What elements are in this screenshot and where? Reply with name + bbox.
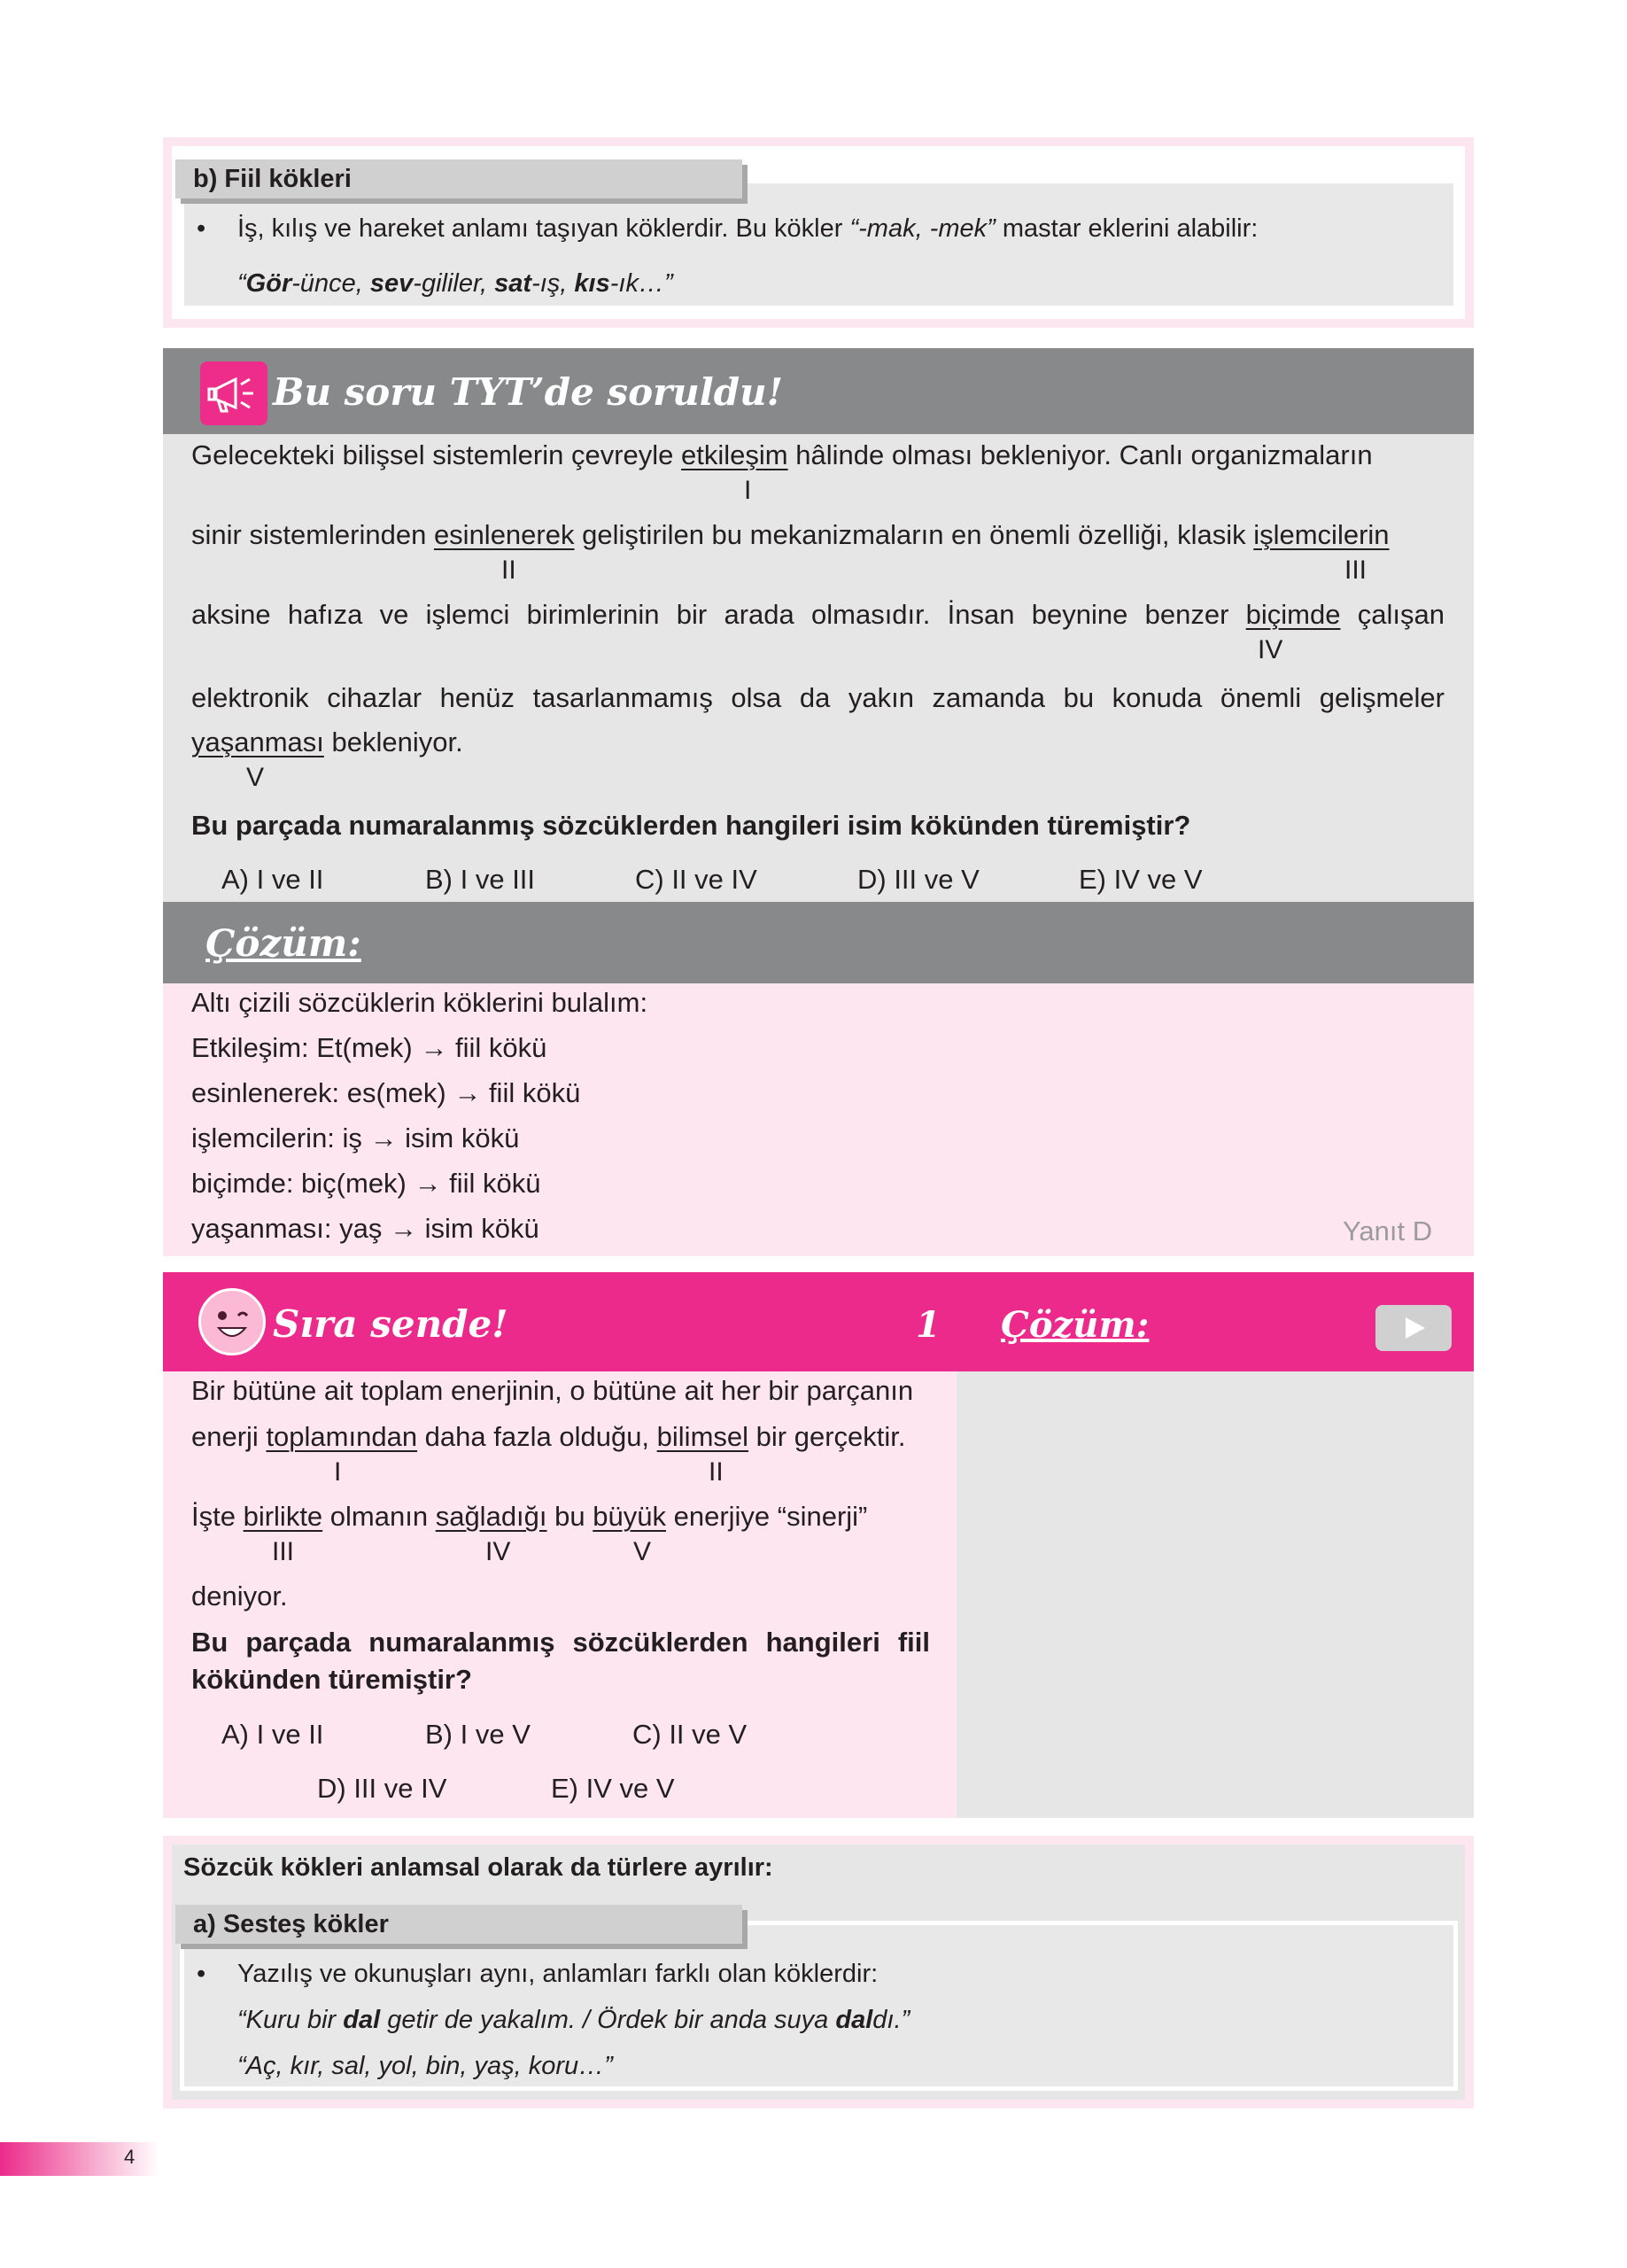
tyt-line-2-text xyxy=(191,517,1390,553)
fiil-ex-5: sat xyxy=(494,269,532,298)
sira-numeral-5: V xyxy=(633,1537,652,1566)
cozum-line-1: Altı çizili sözcüklerin köklerini bulalım: xyxy=(191,987,648,1018)
cozum-line-5: biçimde: biç(mek) → fiil kökü xyxy=(191,1168,541,1199)
fiil-ex-6: -ış, xyxy=(531,269,575,298)
tyt-numeral-5: V xyxy=(246,763,265,792)
tyt-word-yasanmasi: yaşanması xyxy=(191,726,324,757)
tyt-l2-a: sinir sistemlerinden xyxy=(191,519,434,550)
tyt-numeral-4: IV xyxy=(1258,635,1283,664)
sestes-example-1 xyxy=(237,2004,910,2036)
tyt-option-c[interactable]: C) II ve IV xyxy=(635,864,757,895)
tyt-numeral-3: III xyxy=(1344,555,1367,585)
sira-option-e[interactable]: E) IV ve V xyxy=(551,1773,675,1804)
sira-option-b[interactable]: B) I ve V xyxy=(425,1719,531,1750)
fiil-def-em: “-mak, -mek” xyxy=(849,214,996,243)
sestes-ex1-0: “Kuru bir xyxy=(237,2006,344,2034)
sestes-ex1-4: dı.” xyxy=(872,2006,910,2034)
fiil-bullet: • xyxy=(197,214,206,243)
sira-sende-number: 1 xyxy=(916,1304,941,1346)
tyt-question: Bu parçada numaralanmış sözcüklerden hangileri isim kökünden türemiştir? xyxy=(191,810,1191,841)
page-number: 4 xyxy=(124,2146,136,2168)
tyt-l3-b: çalışan xyxy=(1340,599,1445,630)
sira-line-2 xyxy=(191,1419,905,1455)
sira-question-1: Bu parçada numaralanmış sözcüklerden hangileri fiil xyxy=(191,1627,930,1658)
tyt-l1-b: hâlinde olması bekleniyor. Canlı organizmaların xyxy=(787,439,1373,470)
fiil-ex-4: -gililer, xyxy=(413,269,495,298)
tyt-option-d[interactable]: D) III ve V xyxy=(857,864,980,895)
cozum-line-4: işlemcilerin: iş → isim kökü xyxy=(191,1122,520,1153)
sira-l3-c: bu xyxy=(546,1501,593,1532)
sira-cozum-label: Çözüm: xyxy=(1001,1304,1150,1346)
answer-label: Yanıt D xyxy=(1343,1216,1433,1247)
fiil-ex-2: -ünce, xyxy=(291,269,370,298)
sira-numeral-2: II xyxy=(709,1457,724,1487)
tyt-line-2 xyxy=(191,517,1445,553)
sira-numeral-4: IV xyxy=(485,1537,511,1566)
fiil-ex-8: -ık…” xyxy=(609,269,673,298)
sira-word-toplamindan: toplamından xyxy=(266,1421,418,1452)
sira-option-c[interactable]: C) II ve V xyxy=(632,1719,748,1750)
cozum-line-6: yaşanması: yaş → isim kökü xyxy=(191,1213,539,1244)
sira-word-bilimsel: bilimsel xyxy=(656,1421,749,1452)
tyt-l1-a: Gelecekteki bilişsel sistemlerin çevreyle xyxy=(191,439,682,470)
fiil-def-pre: İş, kılış ve hareket anlamı taşıyan köklerdir. Bu kökler xyxy=(237,214,850,243)
fiil-ex-3: sev xyxy=(369,269,414,298)
play-button[interactable] xyxy=(1375,1305,1452,1351)
page-number-bar xyxy=(0,2142,159,2176)
tyt-option-a[interactable]: A) I ve II xyxy=(221,864,324,895)
tyt-title: Bu soru TYT’de soruldu! xyxy=(273,370,784,414)
play-icon xyxy=(1375,1305,1452,1351)
fiil-example xyxy=(237,268,673,299)
sira-line-3 xyxy=(191,1499,867,1534)
sira-sende-title: Sıra sende! xyxy=(273,1302,508,1346)
tyt-l3-a: aksine hafıza ve işlemci birimlerinin bir arada olmasıdır. İnsan beynine benzer xyxy=(191,599,1246,630)
fiil-def-post: mastar eklerini alabilir: xyxy=(995,214,1259,243)
sestes-intro: Sözcük kökleri anlamsal olarak da türlere ayrılır: xyxy=(183,1853,773,1882)
sira-word-buyuk: büyük xyxy=(593,1501,666,1532)
tyt-word-etkilesim: etkileşim xyxy=(681,439,788,470)
sira-l2-c: bir gerçektir. xyxy=(748,1421,906,1452)
sira-question-2: kökünden türemiştir? xyxy=(191,1664,472,1695)
sira-numeral-3: III xyxy=(272,1537,295,1566)
sira-l3-b: olmanın xyxy=(322,1501,436,1532)
tyt-line-1-text xyxy=(191,438,1373,473)
tyt-word-esinlenerek: esinlenerek xyxy=(433,519,575,550)
tyt-line-1 xyxy=(191,438,1445,473)
tyt-line-4: elektronik cihazlar henüz tasarlanmamış olsa da yakın zamanda bu konuda önemli gelişmeler xyxy=(191,682,1445,713)
sestes-ex1-2: getir de yakalım. / Ördek bir anda suya xyxy=(380,2006,836,2034)
fiil-ex-0: “ xyxy=(237,269,246,298)
sira-numeral-1: I xyxy=(334,1457,342,1487)
sestes-ex1-3: dal xyxy=(835,2006,873,2034)
tyt-numeral-1: I xyxy=(744,476,752,505)
fiil-ex-7: kıs xyxy=(574,269,610,298)
smiley-icon xyxy=(198,1288,266,1355)
cozum-line-3: esinlenerek: es(mek) → fiil kökü xyxy=(191,1077,581,1108)
sira-solution-panel[interactable] xyxy=(957,1371,1474,1818)
tyt-option-e[interactable]: E) IV ve V xyxy=(1079,864,1203,895)
sira-option-d[interactable]: D) III ve IV xyxy=(317,1773,447,1804)
tyt-l5-b: bekleniyor. xyxy=(323,726,463,757)
tyt-word-bicimde: biçimde xyxy=(1245,599,1341,630)
tyt-line-5 xyxy=(191,725,463,760)
cozum-title: Çözüm: xyxy=(205,921,361,965)
tyt-word-islemcilerin: işlemcilerin xyxy=(1253,519,1390,550)
sira-word-birlikte: birlikte xyxy=(243,1501,323,1532)
sestes-label: a) Sesteş kökler xyxy=(175,1905,742,1944)
sestes-example-2: “Aç, kır, sal, yol, bin, yaş, koru…” xyxy=(237,2052,613,2080)
sestes-ex1-1: dal xyxy=(343,2006,381,2034)
sira-l3-a: İşte xyxy=(191,1501,244,1532)
fiil-kokleri-label: b) Fiil kökleri xyxy=(175,159,742,198)
megaphone-icon xyxy=(200,361,267,425)
sira-line-4: deniyor. xyxy=(191,1581,288,1612)
sira-l3-d: enerjiye “sinerji” xyxy=(665,1501,868,1532)
sestes-definition: Yazılış ve okunuşları aynı, anlamları farklı olan köklerdir: xyxy=(237,1960,879,1988)
sira-l2-a: enerji xyxy=(191,1421,267,1452)
sira-line-1: Bir bütüne ait toplam enerjinin, o bütüne ait her bir parçanın xyxy=(191,1375,914,1406)
fiil-definition xyxy=(237,213,1258,245)
sira-word-sagladigi: sağladığı xyxy=(435,1501,547,1532)
tyt-option-b[interactable]: B) I ve III xyxy=(425,864,536,895)
cozum-line-2: Etkileşim: Et(mek) → fiil kökü xyxy=(191,1032,547,1063)
sestes-bullet: • xyxy=(197,1960,206,1988)
sira-option-a[interactable]: A) I ve II xyxy=(221,1719,324,1750)
tyt-l2-b: geliştirilen bu mekanizmaların en önemli özelliği, klasik xyxy=(574,519,1254,550)
sira-l2-b: daha fazla olduğu, xyxy=(417,1421,657,1452)
fiil-ex-1: Gör xyxy=(245,269,292,298)
tyt-line-3 xyxy=(191,597,1445,633)
tyt-numeral-2: II xyxy=(501,555,516,585)
